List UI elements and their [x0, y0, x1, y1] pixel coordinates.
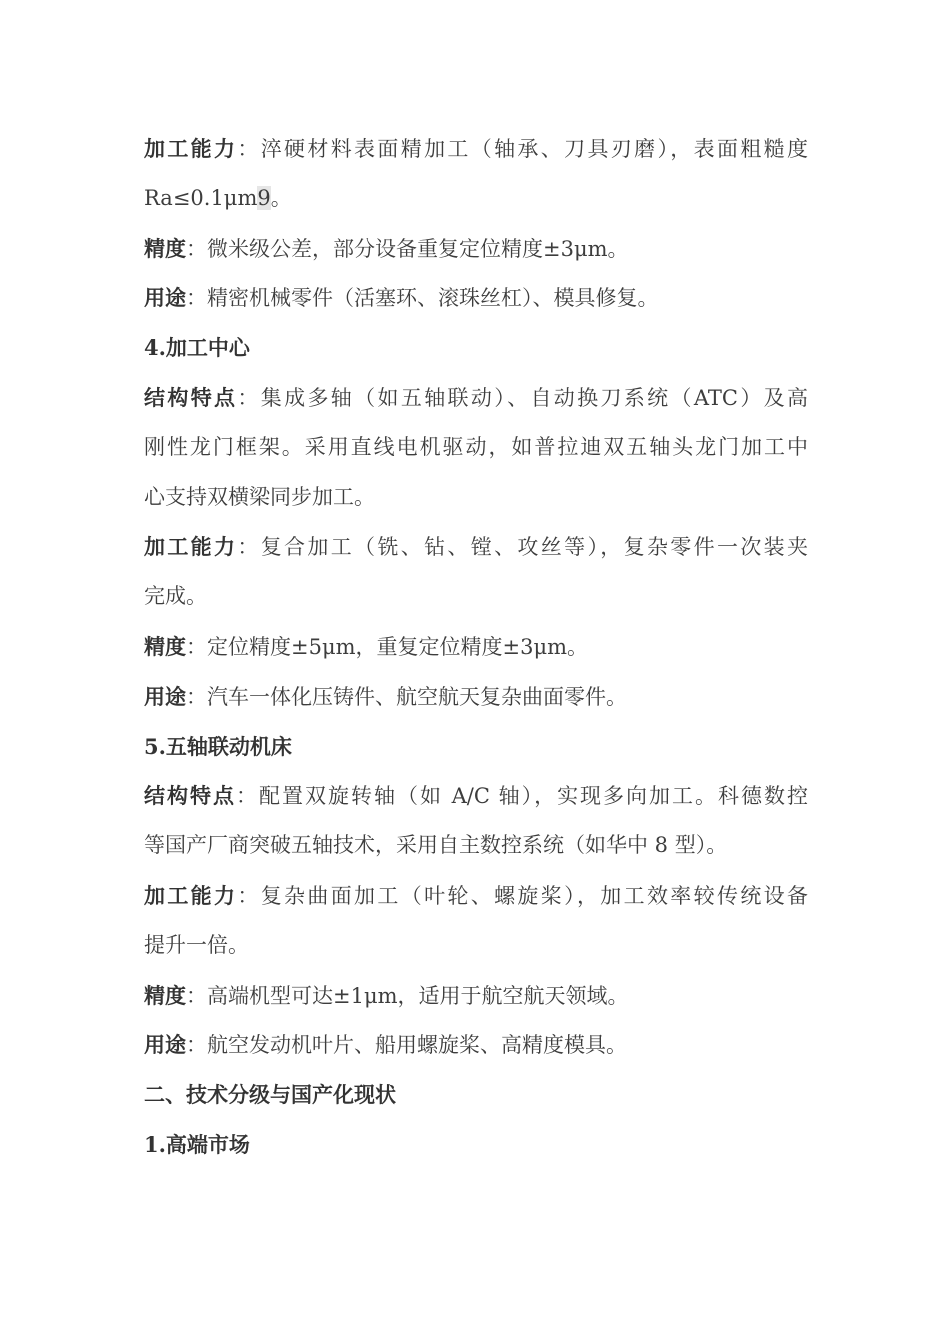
chapter-heading-tech-grading: 二、技术分级与国产化现状: [144, 1082, 396, 1108]
label-separator: ：: [237, 137, 261, 161]
paragraph-structure-line1: [144, 771, 808, 821]
paragraph-text: 复合加工（铣、钻、镗、攻丝等），复杂零件一次装夹: [260, 535, 809, 560]
label-separator: ：: [186, 684, 207, 709]
label-separator: ：: [237, 535, 261, 560]
label-separator: ：: [237, 883, 261, 908]
paragraph-text: 集成多轴（如五轴联动）、自动换刀系统（ATC）及高: [260, 385, 809, 410]
paragraph-processing-capability-line2: [144, 174, 808, 224]
paragraph-text: 精密机械零件（活塞环、滚珠丝杠）、模具修复。: [207, 286, 659, 311]
section-heading-machining-center: 4.加工中心: [144, 335, 250, 361]
subheading-high-end-market: 1.高端市场: [144, 1131, 250, 1157]
label-precision: 精度: [144, 633, 186, 659]
label-precision: 精度: [144, 235, 186, 261]
label-usage: 用途: [144, 285, 186, 311]
paragraph-processing-capability-line1: [144, 124, 808, 174]
label-separator: ：: [186, 236, 207, 261]
label-processing-capability: 加工能力: [144, 882, 238, 908]
label-separator: ：: [186, 1033, 207, 1058]
paragraph-usage: [144, 672, 808, 722]
label-separator: ：: [235, 784, 259, 809]
label-processing-capability: 加工能力: [144, 534, 238, 560]
label-usage: 用途: [144, 1032, 186, 1058]
label-separator: ：: [186, 983, 207, 1008]
paragraph-structure-line2: 刚性龙门框架。采用直线电机驱动，如普拉迪双五轴头龙门加工中: [144, 434, 808, 459]
paragraph-text: 航空发动机叶片、船用螺旋桨、高精度模具。: [207, 1033, 627, 1058]
paragraph-structure-line1: [144, 373, 808, 423]
paragraph-processing-capability-line1: [144, 522, 808, 572]
highlighted-footnote-mark: 9: [257, 185, 271, 210]
document-body: [144, 124, 808, 1170]
paragraph-precision: [144, 971, 808, 1021]
paragraph-usage: [144, 1020, 808, 1070]
paragraph-precision: [144, 224, 808, 274]
section-heading-five-axis: 5.五轴联动机床: [144, 733, 292, 759]
label-processing-capability: 加工能力: [144, 136, 238, 161]
label-usage: 用途: [144, 683, 186, 709]
label-separator: ：: [186, 286, 207, 311]
paragraph-usage: [144, 273, 808, 323]
paragraph-text: 定位精度±5μm，重复定位精度±3μm。: [207, 634, 589, 659]
label-structure: 结构特点: [144, 384, 238, 410]
paragraph-processing-capability-line2: 完成。: [144, 584, 207, 609]
paragraph-text: 淬硬材料表面精加工（轴承、刀具刃磨），表面粗糙度: [260, 137, 809, 161]
paragraph-text: 复杂曲面加工（叶轮、螺旋桨），加工效率较传统设备: [260, 883, 809, 908]
paragraph-precision: [144, 622, 808, 672]
paragraph-structure-line2: 等国产厂商突破五轴技术，采用自主数控系统（如华中 8 型）。: [144, 833, 728, 858]
paragraph-text: 高端机型可达±1μm，适用于航空航天领域。: [207, 983, 629, 1008]
label-structure: 结构特点: [144, 783, 236, 809]
label-separator: ：: [237, 385, 261, 410]
paragraph-text: Ra≤0.1μm: [144, 185, 258, 210]
paragraph-processing-capability-line1: [144, 871, 808, 921]
paragraph-structure-line3: 心支持双横梁同步加工。: [144, 484, 375, 509]
label-precision: 精度: [144, 982, 186, 1008]
paragraph-text: 。: [270, 185, 292, 210]
paragraph-processing-capability-line2: 提升一倍。: [144, 932, 249, 957]
paragraph-text: 配置双旋转轴（如 A/C 轴），实现多向加工。科德数控: [258, 784, 809, 809]
paragraph-text: 微米级公差，部分设备重复定位精度±3μm。: [207, 236, 629, 261]
paragraph-text: 汽车一体化压铸件、航空航天复杂曲面零件。: [207, 684, 627, 709]
label-separator: ：: [186, 634, 207, 659]
